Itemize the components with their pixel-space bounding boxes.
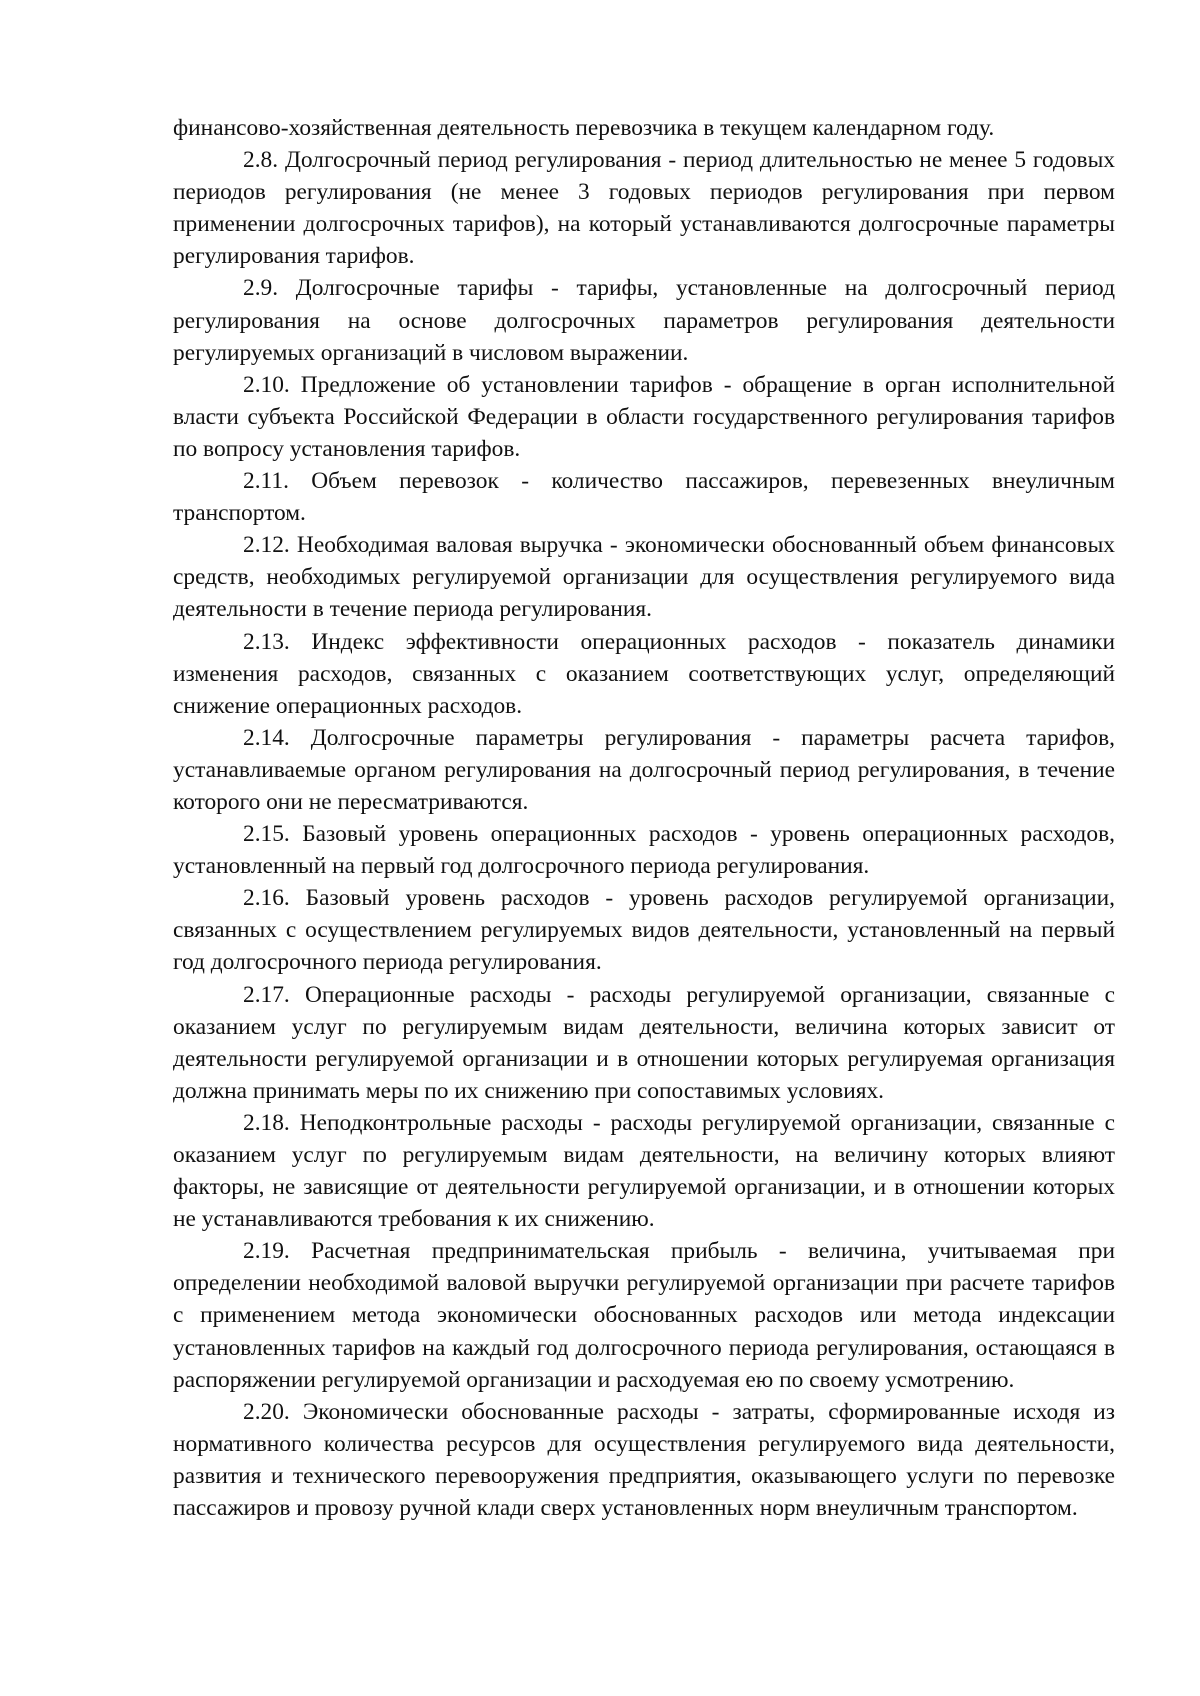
paragraph-number: 2.13. bbox=[243, 628, 290, 655]
paragraph-2-11 bbox=[173, 465, 1115, 529]
paragraph-text: Базовый уровень расходов - уровень расходов регулируемой организации, связанных с осуществлением регулируемых видов деятельности, установленный на первый год долгосрочного периода регулирования. bbox=[173, 885, 1115, 976]
paragraph-2-20 bbox=[173, 1396, 1115, 1524]
paragraph-number: 2.12. bbox=[243, 532, 290, 559]
paragraph-text: Долгосрочные тарифы - тарифы, установленные на долгосрочный период регулирования на основе долгосрочных параметров регулирования деятельности регулируемых организаций в числовом выражении. bbox=[173, 275, 1115, 366]
paragraph-2-10 bbox=[173, 369, 1115, 465]
paragraph-number: 2.8. bbox=[243, 147, 279, 174]
paragraph-text: Предложение об установлении тарифов - обращение в орган исполнительной власти субъекта Российской Федерации в области государственного регулирования тарифов по вопросу установления тарифов. bbox=[173, 371, 1115, 462]
paragraph-number: 2.20. bbox=[243, 1398, 290, 1425]
paragraph-2-12 bbox=[173, 529, 1115, 625]
paragraph-text: Индекс эффективности операционных расходов - показатель динамики изменения расходов, связанных с оказанием соответствующих услуг, определяющий снижение операционных расходов. bbox=[173, 628, 1115, 719]
paragraph-text: Объем перевозок - количество пассажиров, перевезенных внеуличным транспортом. bbox=[173, 468, 1115, 527]
paragraph-number: 2.19. bbox=[243, 1238, 290, 1265]
paragraph-2-19 bbox=[173, 1235, 1115, 1395]
paragraph-2-14 bbox=[173, 722, 1115, 818]
paragraph-text: Расчетная предпринимательская прибыль - величина, учитываемая при определении необходимой валовой выручки регулируемой организации при расчете тарифов с применением метода экономически обоснованных расходов или метода индексации установленных тарифов на каждый год долгосрочного периода регулирования, остающаяся в распоряжении регулируемой организации и расходуемая ею по своему усмотрению. bbox=[173, 1238, 1115, 1393]
paragraph-number: 2.14. bbox=[243, 724, 290, 751]
paragraph-text: Неподконтрольные расходы - расходы регулируемой организации, связанные с оказанием услуг по регулируемым видам деятельности, на величину которых влияют факторы, не зависящие от деятельности регулируемой организации, и в отношении которых не устанавливаются требования к их снижению. bbox=[173, 1109, 1115, 1233]
paragraph-number: 2.17. bbox=[243, 981, 290, 1008]
paragraph-2-15 bbox=[173, 818, 1115, 882]
paragraph-2-8 bbox=[173, 144, 1115, 272]
paragraph-text: Базовый уровень операционных расходов - уровень операционных расходов, установленный на первый год долгосрочного периода регулирования. bbox=[173, 821, 1115, 880]
paragraph-text: Долгосрочный период регулирования - период длительностью не менее 5 годовых периодов регулирования (не менее 3 годовых периодов регулирования при первом применении долгосрочных тарифов), на который устанавливаются долгосрочные параметры регулирования тарифов. bbox=[173, 147, 1115, 270]
paragraph-2-13 bbox=[173, 626, 1115, 722]
paragraph-number: 2.15. bbox=[243, 821, 290, 848]
paragraph-continuation bbox=[173, 112, 1115, 144]
paragraph-number: 2.16. bbox=[243, 885, 290, 912]
paragraph-number: 2.18. bbox=[243, 1109, 290, 1136]
paragraph-text: финансово-хозяйственная деятельность перевозчика в текущем календарном году. bbox=[173, 115, 995, 141]
paragraph-text: Экономически обоснованные расходы - затраты, сформированные исходя из нормативного количества ресурсов для осуществления регулируемого вида деятельности, развития и технического перевооружения предприятия, оказывающего услуги по перевозке пассажиров и провозу ручной клади сверх установленных норм внеуличным транспортом. bbox=[173, 1398, 1115, 1522]
paragraph-2-9 bbox=[173, 272, 1115, 368]
paragraph-2-18 bbox=[173, 1107, 1115, 1235]
paragraph-number: 2.11. bbox=[243, 468, 289, 495]
document-body bbox=[173, 112, 1115, 1524]
paragraph-2-17 bbox=[173, 979, 1115, 1107]
paragraph-number: 2.9. bbox=[243, 275, 279, 302]
paragraph-2-16 bbox=[173, 882, 1115, 978]
paragraph-text: Долгосрочные параметры регулирования - параметры расчета тарифов, устанавливаемые органом регулирования на долгосрочный период регулирования, в течение которого они не пересматриваются. bbox=[173, 724, 1115, 815]
paragraph-number: 2.10. bbox=[243, 371, 290, 398]
paragraph-text: Операционные расходы - расходы регулируемой организации, связанные с оказанием услуг по регулируемым видам деятельности, величина которых зависит от деятельности регулируемой организации и в отношении которых регулируемая организация должна принимать меры по их снижению при сопоставимых условиях. bbox=[173, 981, 1115, 1104]
paragraph-text: Необходимая валовая выручка - экономически обоснованный объем финансовых средств, необходимых регулируемой организации для осуществления регулируемого вида деятельности в течение периода регулирования. bbox=[173, 532, 1115, 623]
